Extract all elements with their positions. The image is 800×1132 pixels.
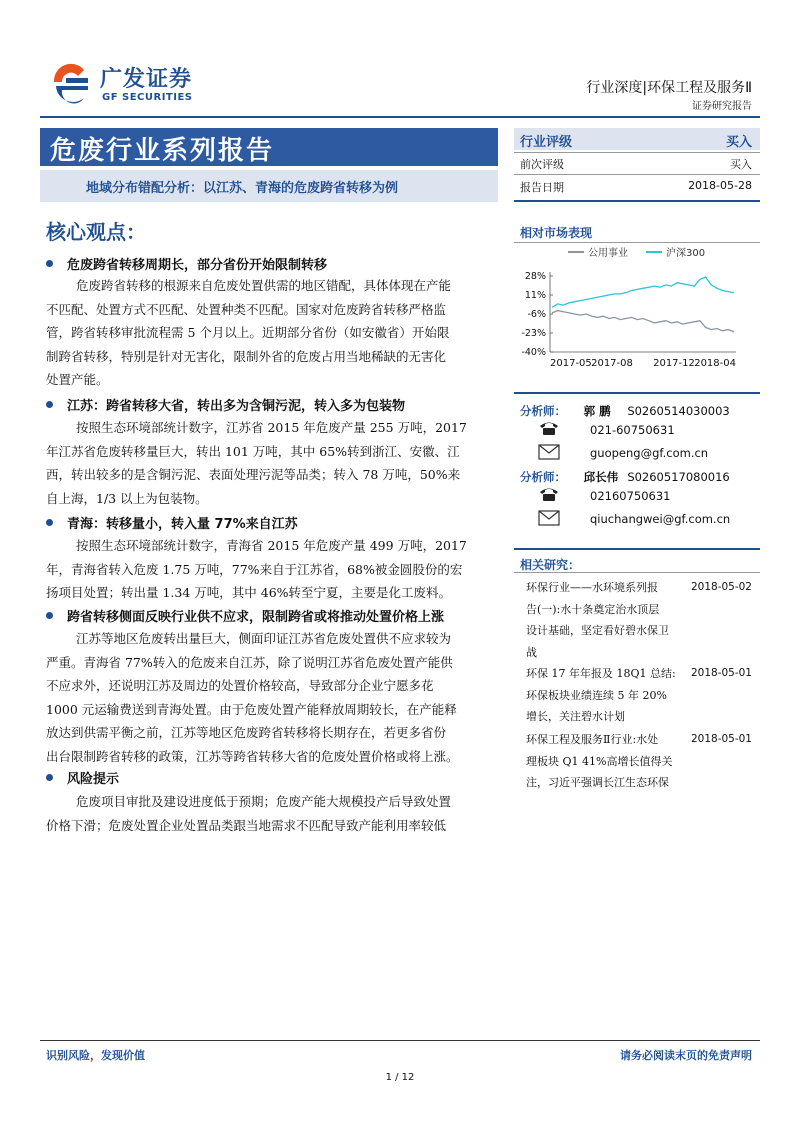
report-subtitle: 地域分布错配分析：以江苏、青海的危废跨省转移为例 bbox=[86, 181, 399, 196]
paragraph-line: 出台限制跨省转移的政策，江苏等跨省转移大省的危废处置价格或将上涨。 bbox=[46, 748, 459, 764]
section-heading bbox=[46, 768, 119, 787]
chart-title: 相对市场表现 bbox=[520, 226, 593, 240]
related-line: 战 bbox=[526, 645, 537, 659]
paragraph-line: 年，青海省转入危废 1.75 万吨，77%来自于江苏省，68%被金圆股份的宏 bbox=[46, 561, 463, 577]
related-item-title bbox=[526, 729, 686, 794]
bullet-icon bbox=[46, 260, 53, 267]
analyst-id: S0260514030003 bbox=[627, 404, 730, 418]
y-tick-label: 28% bbox=[524, 271, 546, 282]
analyst-email: guopeng@gf.com.cn bbox=[590, 446, 709, 460]
bullet-icon bbox=[46, 519, 53, 526]
analyst-email: qiuchangwei@gf.com.cn bbox=[590, 512, 731, 526]
series-line bbox=[552, 277, 734, 307]
paragraph-line: 处置产能。 bbox=[46, 372, 109, 388]
mail-icon bbox=[538, 510, 560, 526]
phone-icon bbox=[538, 486, 560, 502]
footer-disclaimer: 请务必阅读末页的免责声明 bbox=[620, 1049, 752, 1062]
section-heading bbox=[46, 254, 327, 273]
core-view-heading: 核心观点： bbox=[46, 220, 146, 244]
y-tick-label: -40% bbox=[521, 347, 546, 358]
x-tick-label: 2017-08 bbox=[591, 358, 633, 369]
paragraph-line: 1000 元运输费送到青海处置。由于危废处置产能释放周期较长，在产能释 bbox=[46, 701, 457, 717]
chart-title-divider bbox=[514, 242, 760, 243]
related-line: 环保行业——水环境系列报 bbox=[526, 581, 658, 594]
related-item-title bbox=[526, 663, 686, 728]
analyst-name: 郭 鹏 bbox=[583, 404, 611, 418]
paragraph-line: 年江苏省危废转移量巨大，转出 101 万吨，其中 65%转到浙江、安徽、江 bbox=[46, 443, 460, 459]
relative-performance-chart bbox=[514, 244, 760, 374]
paragraph-line: 扬项目处置；转出量 1.34 万吨，其中 46%转至宁夏，主要是化工废料。 bbox=[46, 585, 452, 601]
footer-divider bbox=[40, 1040, 760, 1041]
related-line: 环保板块业绩连续 5 年 20% bbox=[526, 688, 667, 702]
previous-rating-value: 买入 bbox=[730, 158, 752, 171]
related-divider bbox=[514, 548, 760, 550]
paragraph-line: 江苏等地区危废转出量巨大，侧面印证江苏省危废处置供不应求较为 bbox=[76, 631, 452, 646]
analyst-row bbox=[520, 403, 730, 419]
report-date-row bbox=[520, 179, 752, 195]
report-date-value: 2018-05-28 bbox=[688, 179, 752, 192]
paragraph-line: 按照生态环境部统计数字，江苏省 2015 年危废产量 255 万吨，2017 bbox=[76, 420, 467, 435]
analyst-name: 邱长伟 bbox=[583, 470, 619, 484]
section-heading bbox=[46, 513, 298, 532]
bullet-icon bbox=[46, 401, 53, 408]
related-line: 设计基础，坚定看好碧水保卫 bbox=[526, 624, 669, 637]
analyst-label: 分析师： bbox=[520, 404, 566, 418]
rating-label: 行业评级 bbox=[520, 135, 573, 150]
paragraph-line: 西，转出较多的是含铜污泥、表面处理污泥等品类；转入 78 万吨，50%来 bbox=[46, 467, 461, 483]
related-line: 增长，关注碧水计划 bbox=[526, 710, 625, 723]
related-item-date: 2018-05-01 bbox=[690, 733, 752, 745]
analyst-label: 分析师： bbox=[520, 470, 566, 484]
previous-rating-row bbox=[520, 156, 752, 172]
x-tick-label: 2018-04 bbox=[694, 358, 736, 369]
section-title: 风险提示 bbox=[67, 772, 120, 787]
rating-divider bbox=[514, 174, 760, 175]
section-title: 危废跨省转移周期长，部分省份开始限制转移 bbox=[67, 258, 328, 273]
related-line: 注，习近平强调长江生态环保 bbox=[526, 776, 669, 789]
related-item-title bbox=[526, 577, 686, 663]
header-divider bbox=[40, 116, 760, 118]
legend-label: 沪深300 bbox=[666, 248, 706, 259]
analyst-divider bbox=[514, 392, 760, 394]
footer-slogan: 识别风险，发现价值 bbox=[46, 1049, 145, 1062]
y-tick-label: 11% bbox=[524, 290, 546, 301]
section-heading bbox=[46, 395, 405, 414]
paragraph-line: 自上海，1/3 以上为包装物。 bbox=[46, 490, 208, 506]
paragraph-line: 放达到供需平衡之前，江苏等地区危废跨省转移将长期存在，若更多省份 bbox=[46, 725, 447, 741]
bullet-icon bbox=[46, 774, 53, 781]
bullet-icon bbox=[46, 612, 53, 619]
paragraph-line: 危废项目审批及建设进度低于预期；危废产能大规模投产后导致处置 bbox=[76, 794, 452, 809]
y-tick-label: -6% bbox=[527, 309, 546, 320]
report-category: 行业深度|环保工程及服务Ⅱ bbox=[586, 80, 752, 96]
section-title: 江苏：跨省转移大省，转出多为含铜污泥，转入多为包装物 bbox=[67, 399, 406, 414]
section-heading bbox=[46, 606, 444, 625]
paragraph-line: 按照生态环境部统计数字，青海省 2015 年危废产量 499 万吨，2017 bbox=[76, 538, 467, 553]
section-paragraph bbox=[46, 534, 502, 605]
section-paragraph bbox=[46, 790, 502, 837]
related-line: 环保工程及服务Ⅱ行业:水处 bbox=[526, 733, 659, 746]
section-title: 青海：转移量小，转入量 77%来自江苏 bbox=[67, 517, 298, 532]
analyst-id: S0260517080016 bbox=[627, 470, 730, 484]
analyst-row bbox=[520, 469, 730, 485]
series-line bbox=[552, 311, 734, 332]
paragraph-line: 管，跨省转移审批流程需 5 个月以上。近期部分省份（如安徽省）开始限 bbox=[46, 325, 450, 341]
section-title: 跨省转移侧面反映行业供不应求，限制跨省或将推动处置价格上涨 bbox=[67, 610, 445, 625]
paragraph-line: 制跨省转移，特别是针对无害化，限制外省的危废占用当地稀缺的无害化 bbox=[46, 348, 447, 364]
paragraph-line: 不匹配、处置方式不匹配、处置种类不匹配。国家对危废跨省转移严格监 bbox=[46, 301, 447, 317]
report-date-label: 报告日期 bbox=[520, 181, 564, 194]
related-heading-divider bbox=[514, 572, 760, 573]
paragraph-line: 严重。青海省 77%转入的危废来自江苏，除了说明江苏省危废处置产能供 bbox=[46, 654, 453, 670]
section-paragraph bbox=[46, 627, 502, 769]
page-number: 1 / 12 bbox=[385, 1072, 415, 1083]
phone-icon bbox=[538, 420, 560, 436]
related-item-date: 2018-05-02 bbox=[690, 581, 752, 593]
related-line: 环保 17 年年报及 18Q1 总结: bbox=[526, 667, 676, 680]
section-paragraph bbox=[46, 274, 502, 392]
x-tick-label: 2017-12 bbox=[653, 358, 695, 369]
paragraph-line: 危废跨省转移的根源来自危废处置供需的地区错配，具体体现在产能 bbox=[76, 278, 452, 293]
rating-value: 买入 bbox=[725, 135, 752, 150]
report-type: 证券研究报告 bbox=[692, 101, 752, 112]
y-tick-label: -23% bbox=[521, 328, 546, 339]
paragraph-line: 价格下滑；危废处置企业处置品类跟当地需求不匹配导致产能利用率较低 bbox=[46, 817, 447, 833]
related-item-date: 2018-05-01 bbox=[690, 667, 752, 679]
analyst-phone: 02160750631 bbox=[590, 489, 671, 503]
analyst-phone: 021-60750631 bbox=[590, 423, 675, 437]
related-research-heading: 相关研究： bbox=[520, 558, 581, 572]
logo-text-cn: 广发证券 bbox=[100, 67, 193, 92]
report-title: 危废行业系列报告 bbox=[50, 136, 275, 166]
rating-bottom-divider bbox=[514, 200, 760, 202]
rating-divider bbox=[514, 152, 760, 153]
legend-label: 公用事业 bbox=[588, 248, 628, 259]
related-line: 理板块 Q1 41%高增长值得关 bbox=[526, 754, 673, 768]
gf-logo-icon bbox=[48, 60, 94, 104]
previous-rating-label: 前次评级 bbox=[520, 158, 564, 171]
section-paragraph bbox=[46, 416, 502, 510]
x-tick-label: 2017-05 bbox=[550, 358, 592, 369]
paragraph-line: 不应求外，还说明江苏及周边的处置价格较高，导致部分企业宁愿多花 bbox=[46, 678, 434, 694]
related-line: 告(一):水十条奠定治水顶层 bbox=[526, 602, 660, 616]
logo-text-en: GF SECURITIES bbox=[102, 92, 193, 103]
mail-icon bbox=[538, 444, 560, 460]
